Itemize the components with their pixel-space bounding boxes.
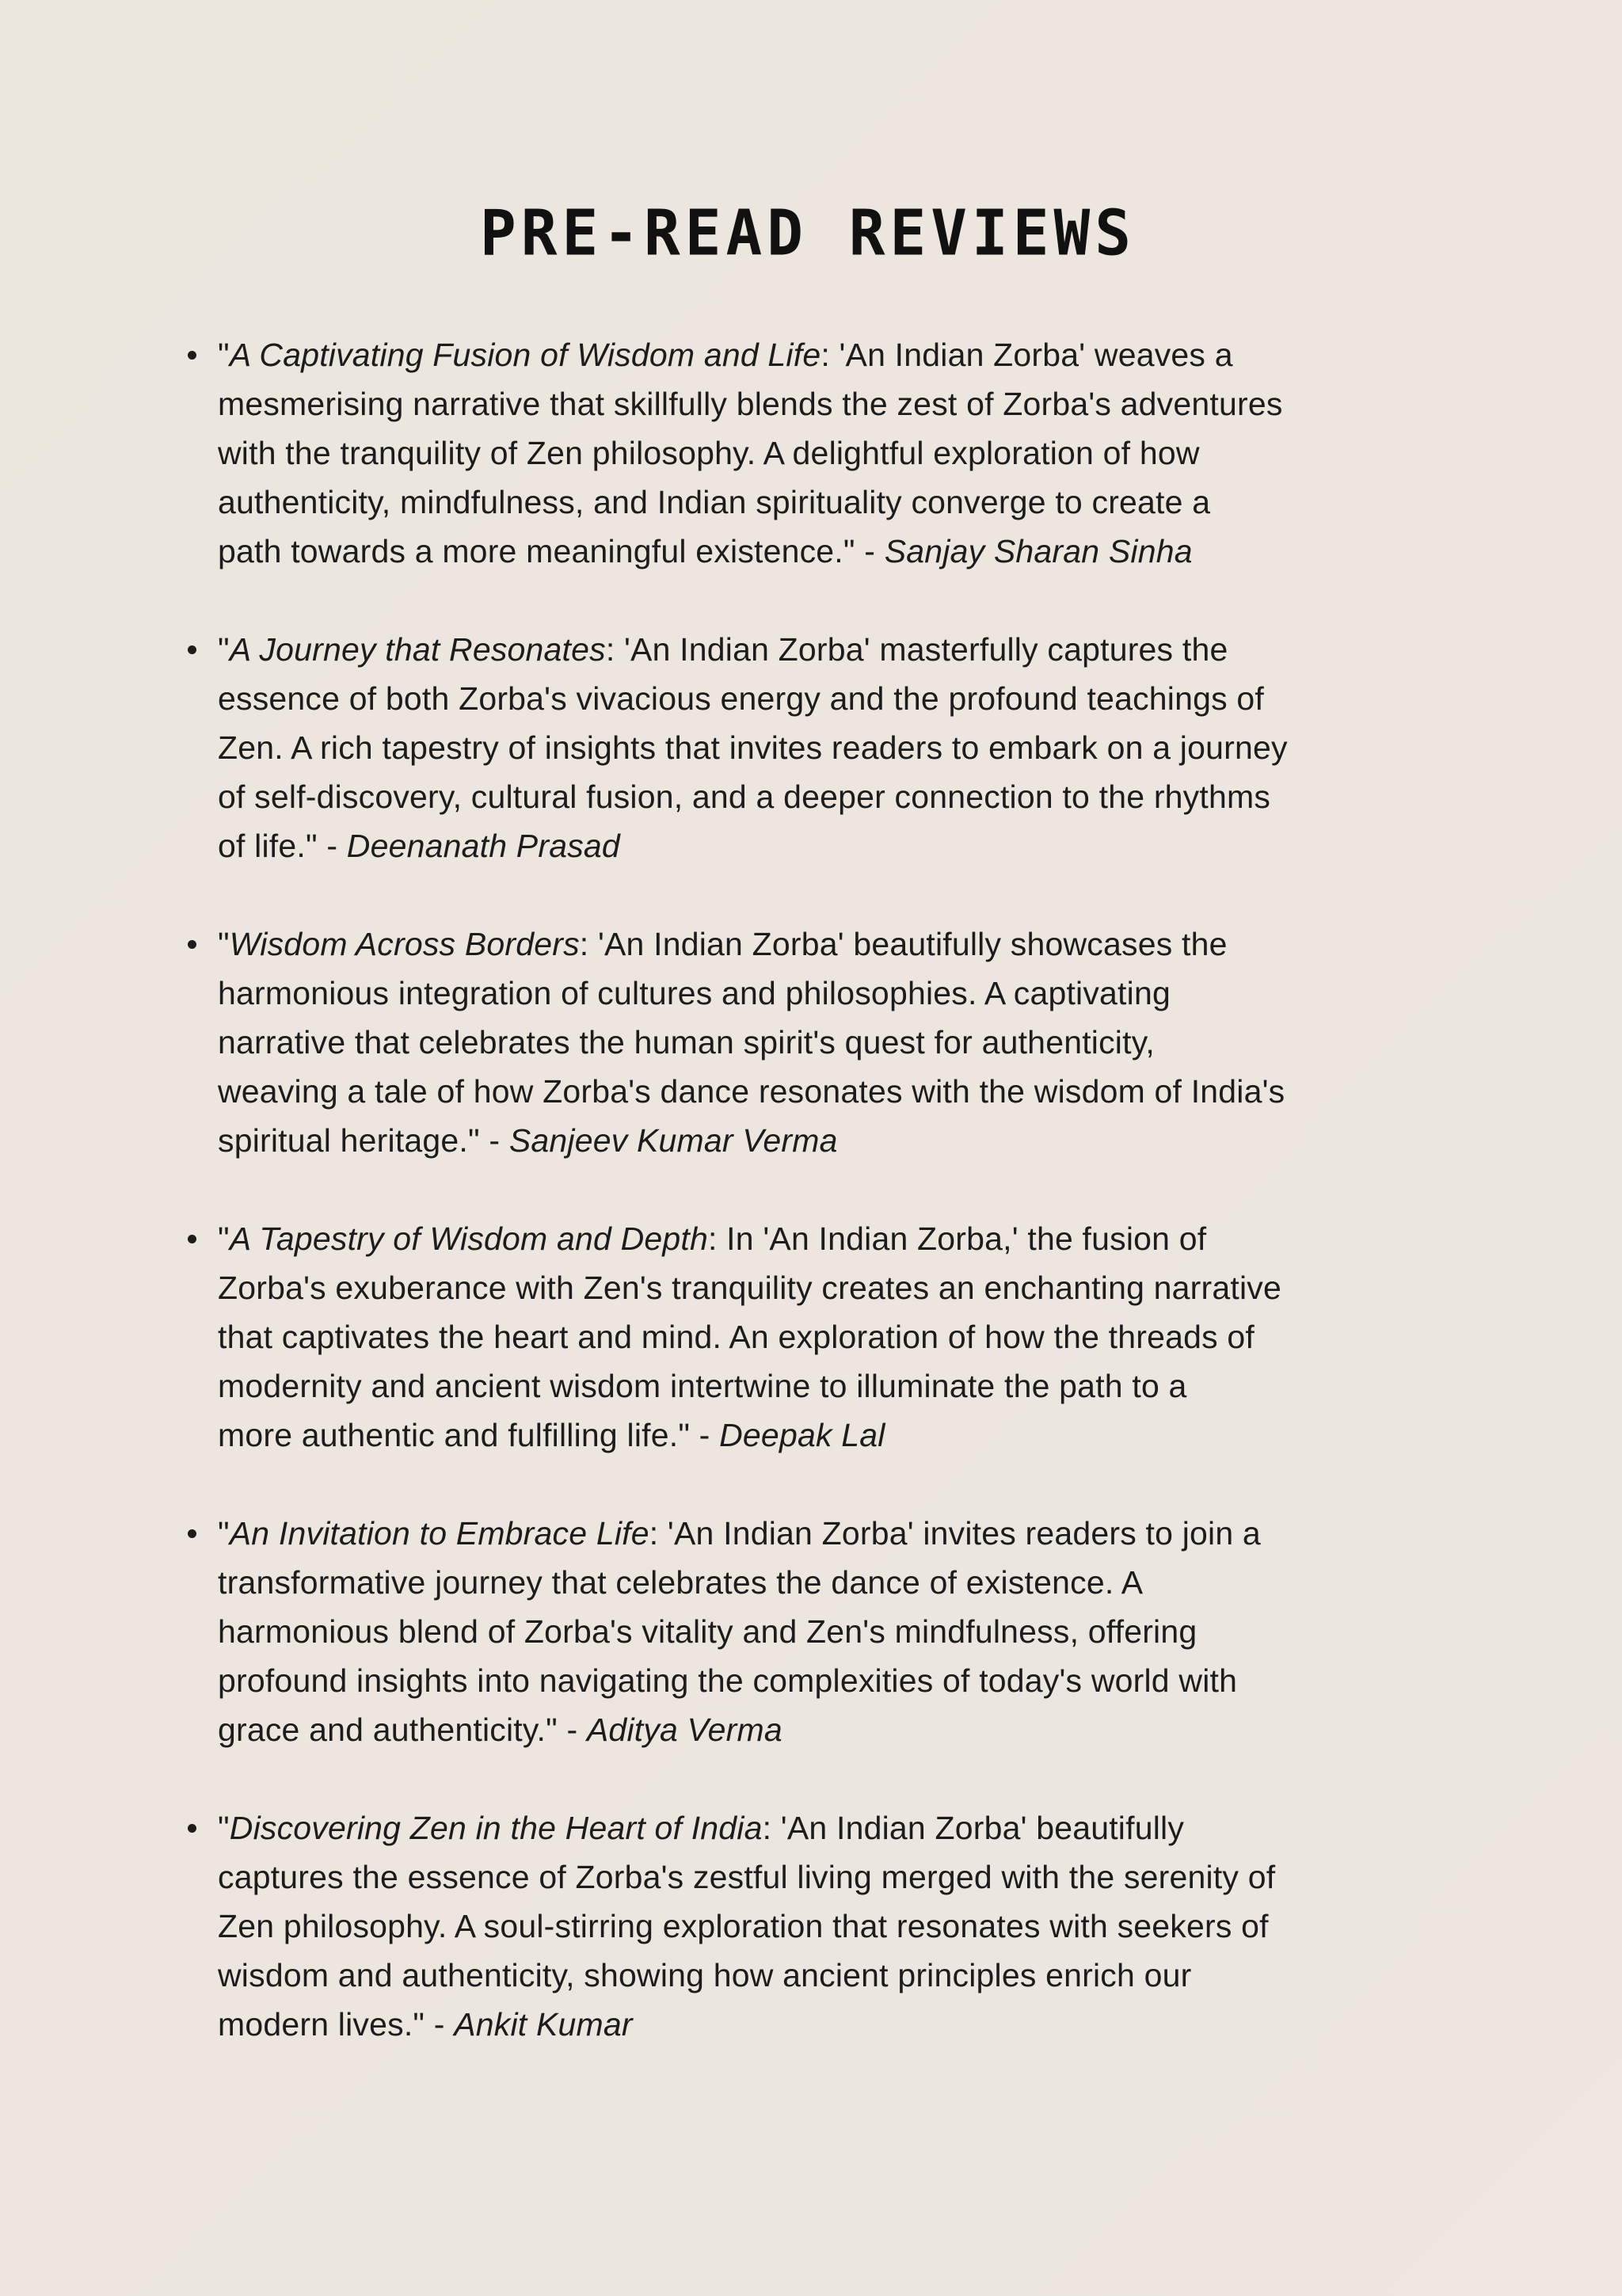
review-item [218, 1803, 1477, 2049]
review-text: : 'An Indian Zorba' beautifully [762, 1810, 1185, 1846]
review-heading: An Invitation to Embrace Life [229, 1515, 649, 1552]
review-line [218, 1116, 1477, 1165]
review-text: more authentic and fulfilling life." - [218, 1417, 720, 1453]
review-line: "Discovering Zen in the Heart of India: 'An Indian Zorba' beautifully [218, 1810, 1185, 1846]
review-author: Sanjeev Kumar Verma [508, 1122, 838, 1159]
review-text: modern lives." - [218, 2006, 455, 2043]
review-line: "A Journey that Resonates: 'An Indian Zorba' masterfully captures the [218, 631, 1228, 668]
review-author: Sanjay Sharan Sinha [884, 533, 1193, 569]
review-line: narrative that celebrates the human spirit's quest for authenticity, [218, 1024, 1155, 1060]
review-line: Zen philosophy. A soul-stirring exploration that resonates with seekers of [218, 1908, 1269, 1944]
review-text: : 'An Indian Zorba' masterfully captures the [605, 631, 1228, 668]
review-line: harmonious integration of cultures and philosophies. A captivating [218, 975, 1171, 1011]
review-line: Zen. A rich tapestry of insights that invites readers to embark on a journey [218, 729, 1288, 766]
review-line: "Wisdom Across Borders: 'An Indian Zorba' beautifully showcases the [218, 926, 1228, 962]
review-author: Deepak Lal [719, 1417, 885, 1453]
review-text: path towards a more meaningful existence." - [218, 533, 885, 569]
review-author: Deenanath Prasad [346, 828, 620, 864]
review-text: : 'An Indian Zorba' beautifully showcases the [579, 926, 1228, 962]
review-text: : 'An Indian Zorba' invites readers to join a [649, 1515, 1261, 1552]
review-line: "An Invitation to Embrace Life: 'An Indian Zorba' invites readers to join a [218, 1515, 1261, 1552]
review-item [218, 1214, 1477, 1460]
review-author: Aditya Verma [586, 1712, 782, 1748]
review-line: weaving a tale of how Zorba's dance resonates with the wisdom of India's [218, 1073, 1285, 1110]
review-line [218, 821, 1477, 870]
review-line: "A Tapestry of Wisdom and Depth: In 'An Indian Zorba,' the fusion of [218, 1220, 1207, 1257]
review-line: essence of both Zorba's vivacious energy and the profound teachings of [218, 680, 1264, 717]
review-item [218, 625, 1477, 870]
review-text: of life." - [218, 828, 347, 864]
review-line: Zorba's exuberance with Zen's tranquility creates an enchanting narrative [218, 1270, 1281, 1306]
review-heading: A Captivating Fusion of Wisdom and Life [229, 337, 821, 373]
review-line: "A Captivating Fusion of Wisdom and Life: 'An Indian Zorba' weaves a [218, 337, 1233, 373]
review-line: wisdom and authenticity, showing how ancient principles enrich our [218, 1957, 1192, 1993]
review-heading: Wisdom Across Borders [229, 926, 580, 962]
review-line: profound insights into navigating the complexities of today's world with [218, 1662, 1238, 1699]
review-line [218, 1411, 1477, 1460]
review-line: mesmerising narrative that skillfully blends the zest of Zorba's adventures [218, 386, 1283, 422]
review-text: spiritual heritage." - [218, 1122, 509, 1159]
review-text: grace and authenticity." - [218, 1712, 587, 1748]
review-line: harmonious blend of Zorba's vitality and Zen's mindfulness, offering [218, 1613, 1197, 1650]
review-heading: Discovering Zen in the Heart of India [229, 1810, 763, 1846]
review-line: modernity and ancient wisdom intertwine to illuminate the path to a [218, 1368, 1187, 1404]
review-line: transformative journey that celebrates the dance of existence. A [218, 1564, 1144, 1601]
review-author: Ankit Kumar [454, 2006, 633, 2043]
review-item [218, 330, 1477, 576]
page-title-text: PRE-READ REVIEWS [479, 195, 1137, 270]
review-line [218, 527, 1477, 576]
review-line: of self-discovery, cultural fusion, and a deeper connection to the rhythms [218, 779, 1271, 815]
review-line: that captivates the heart and mind. An exploration of how the threads of [218, 1319, 1255, 1355]
review-line: with the tranquility of Zen philosophy. A delightful exploration of how [218, 435, 1200, 471]
review-item [218, 1509, 1477, 1754]
review-line [218, 1705, 1477, 1754]
review-line: captures the essence of Zorba's zestful living merged with the serenity of [218, 1859, 1276, 1895]
review-heading: A Tapestry of Wisdom and Depth [229, 1220, 708, 1257]
review-line [218, 2000, 1477, 2049]
review-text: : 'An Indian Zorba' weaves a [821, 337, 1233, 373]
review-text: : In 'An Indian Zorba,' the fusion of [708, 1220, 1207, 1257]
review-line: authenticity, mindfulness, and Indian spirituality converge to create a [218, 484, 1211, 520]
review-heading: A Journey that Resonates [229, 631, 606, 668]
review-item [218, 920, 1477, 1165]
